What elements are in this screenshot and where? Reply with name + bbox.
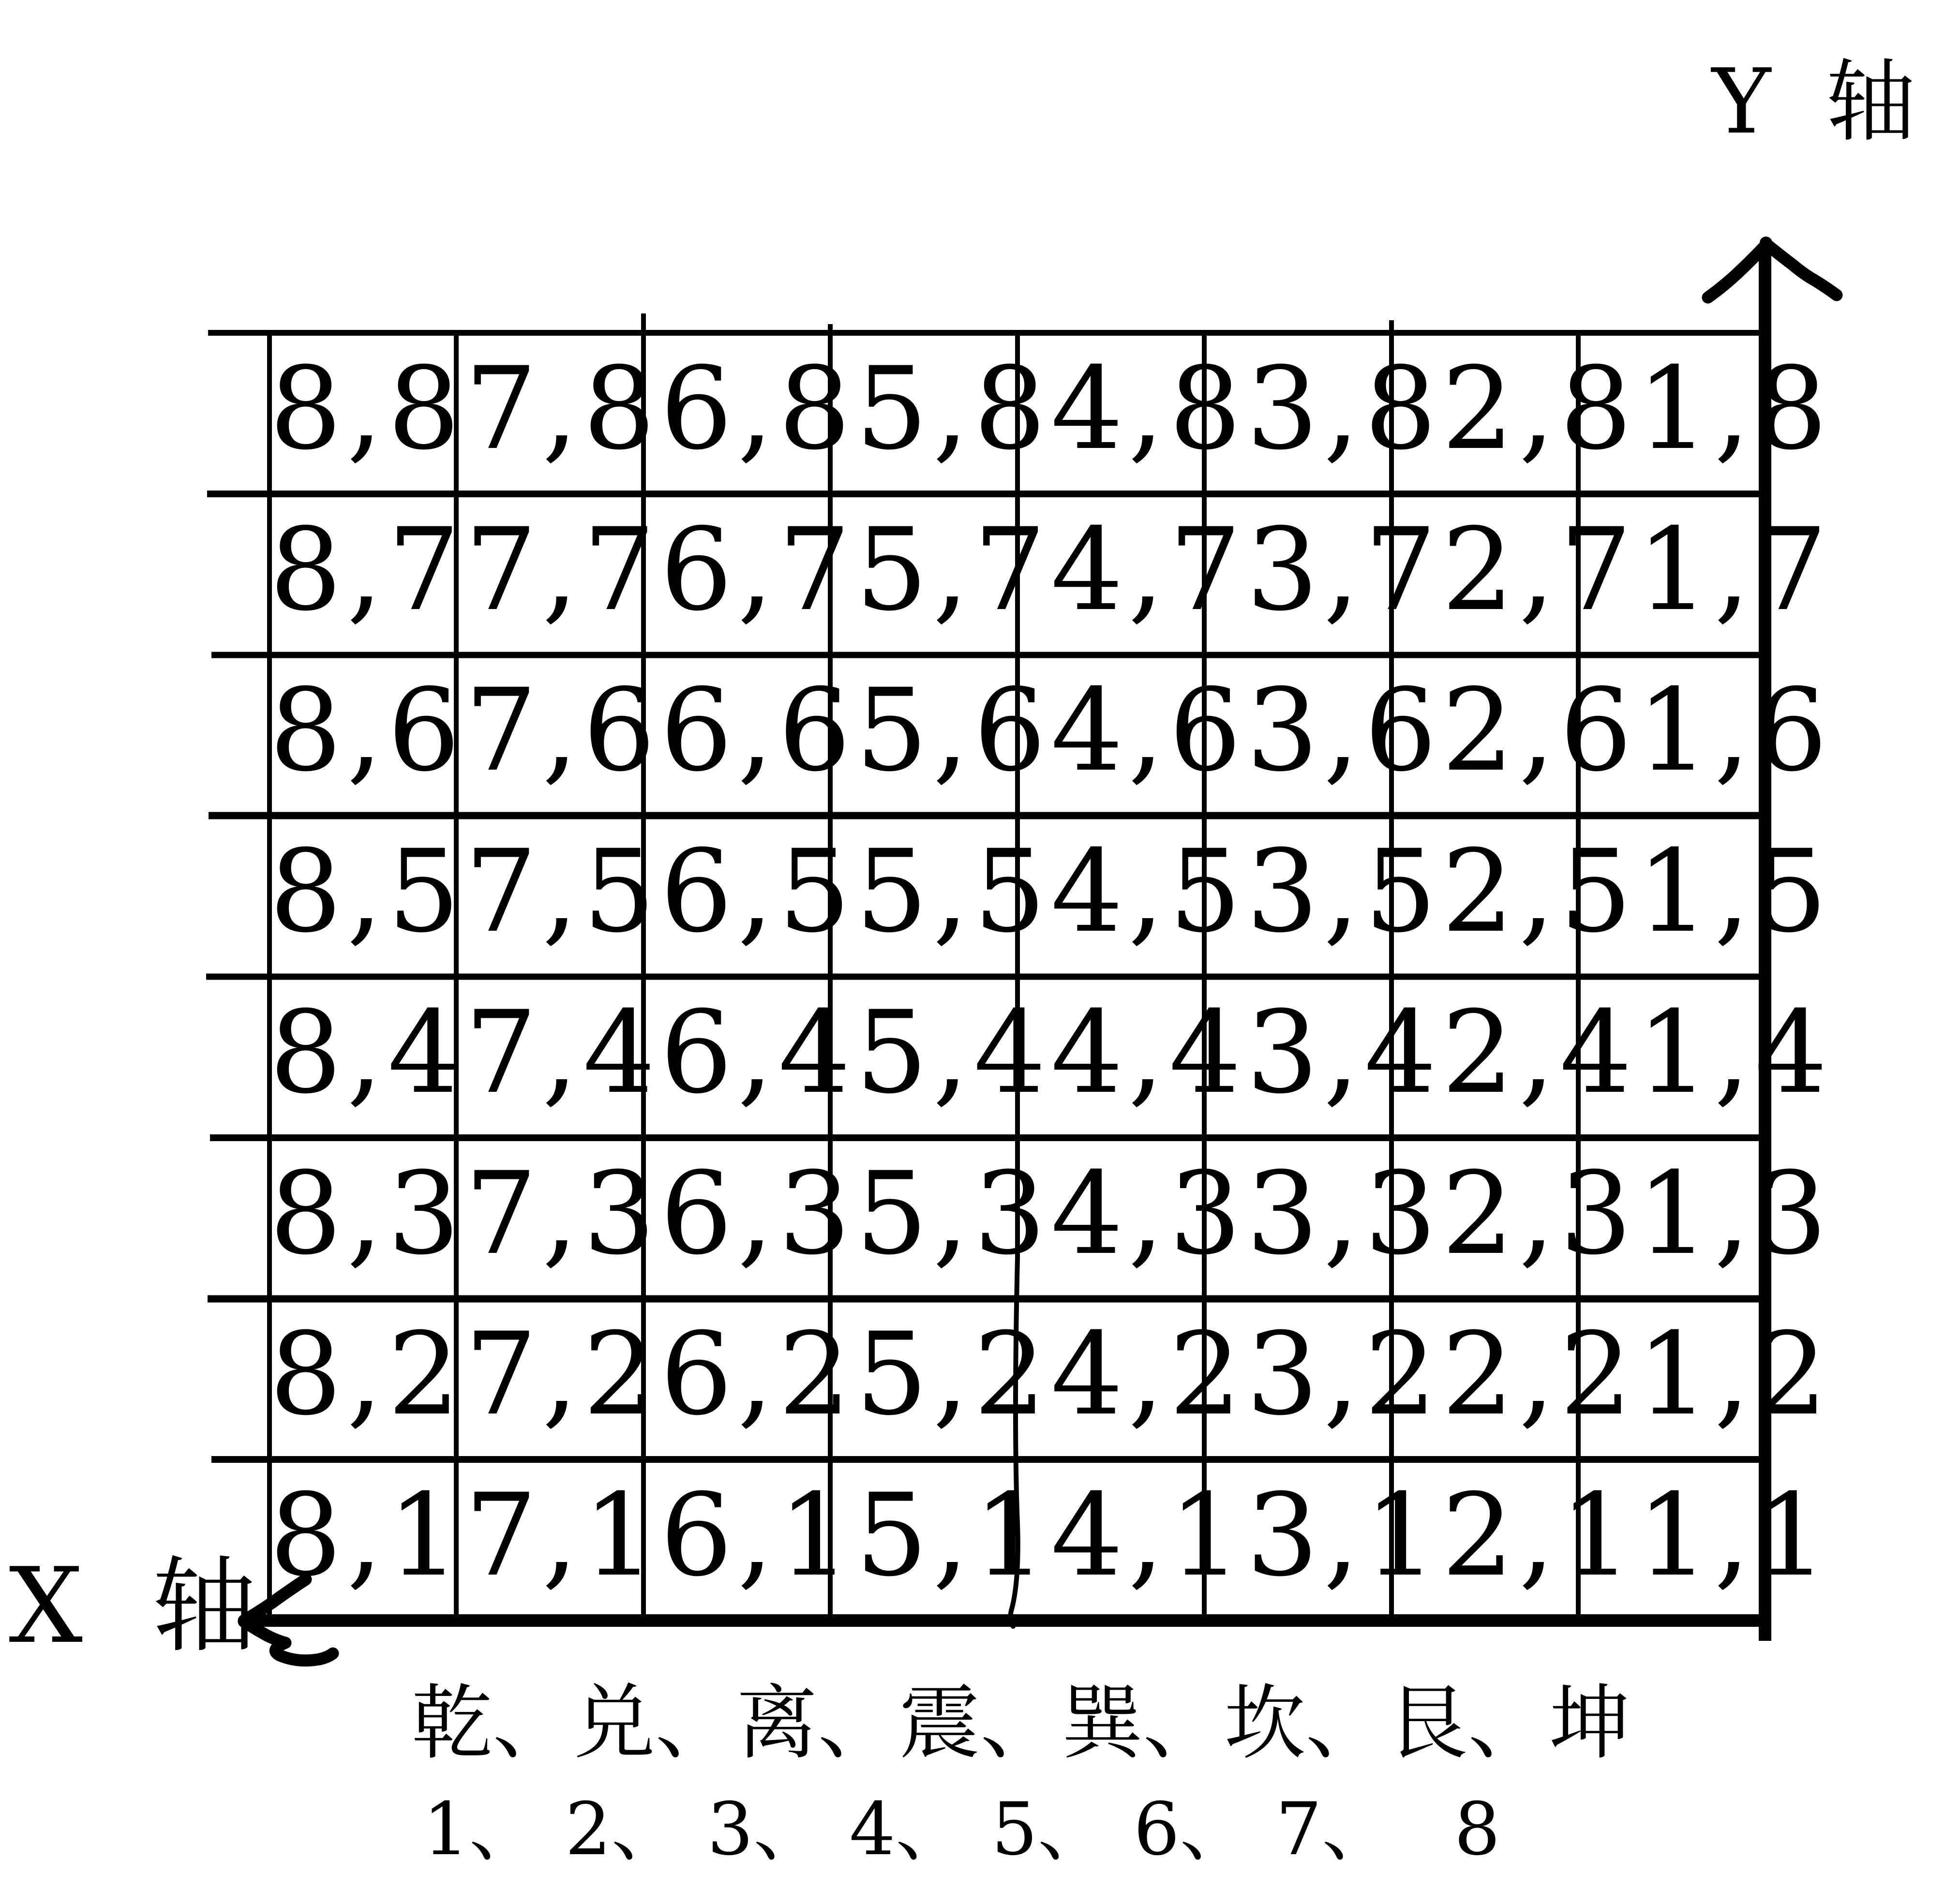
- trigram-item: 坎、: [1224, 1676, 1387, 1770]
- grid-cell: 7,4: [464, 986, 660, 1119]
- trigram-item: 兑、: [574, 1676, 736, 1770]
- x-axis-label: X 轴: [9, 1545, 256, 1666]
- grid-cell: 1,2: [1637, 1309, 1832, 1441]
- grid-cell: 7,2: [464, 1309, 660, 1441]
- grid-cell: 5,6: [855, 665, 1051, 797]
- grid-cell: 3,7: [1246, 504, 1442, 636]
- grid-cell: 3,2: [1246, 1309, 1442, 1441]
- y-axis-arrowhead-icon: [1708, 237, 1837, 298]
- grid-cell: 2,7: [1441, 504, 1637, 636]
- grid-cell: 5,5: [855, 826, 1051, 958]
- grid-cell: 4,2: [1050, 1309, 1246, 1441]
- grid-cell: 7,8: [464, 342, 660, 475]
- grid-cell: 8,5: [269, 826, 465, 958]
- grid-cell: 5,1: [855, 1470, 1051, 1602]
- trigram-item: 震、: [899, 1676, 1062, 1770]
- grid-cell: 7,5: [464, 826, 660, 958]
- number-item: 6、: [1133, 1787, 1253, 1872]
- grid-cell: 2,8: [1441, 342, 1637, 475]
- grid-cell: 6,2: [660, 1309, 856, 1441]
- grid-cell: 3,6: [1246, 665, 1442, 797]
- grid-cell: 4,5: [1050, 826, 1246, 958]
- grid-cell: 2,2: [1441, 1309, 1637, 1441]
- grid-cell: 7,6: [464, 665, 660, 797]
- number-sequence-row: [411, 1786, 1548, 1873]
- grid-cell: 4,1: [1050, 1470, 1246, 1602]
- number-item: 3、: [707, 1787, 826, 1872]
- grid-cell: 5,7: [855, 504, 1051, 636]
- grid-cell: 3,5: [1246, 826, 1442, 958]
- grid-cell: 4,7: [1050, 504, 1246, 636]
- grid-cell: 1,5: [1637, 826, 1832, 958]
- y-axis-label: Y 轴: [1712, 49, 1915, 154]
- trigram-item: 乾、: [411, 1676, 574, 1770]
- grid-cell: 6,7: [660, 504, 856, 636]
- number-item: 4、: [849, 1787, 968, 1872]
- grid-cell: 3,4: [1246, 986, 1442, 1119]
- number-item: 7、: [1275, 1787, 1395, 1872]
- grid-cell: 2,4: [1441, 986, 1637, 1119]
- grid-cell: 5,4: [855, 986, 1051, 1119]
- number-item: 1、: [423, 1787, 542, 1872]
- grid-cell: 1,7: [1637, 504, 1832, 636]
- grid-cell: 3,8: [1246, 342, 1442, 475]
- grid-cell: 4,6: [1050, 665, 1246, 797]
- grid-cell: 8,2: [269, 1309, 465, 1441]
- grid-cell: 5,8: [855, 342, 1051, 475]
- grid-cell: 4,4: [1050, 986, 1246, 1119]
- grid-cell: 2,1: [1441, 1470, 1637, 1602]
- grid-cell: 2,5: [1441, 826, 1637, 958]
- grid-cell: 1,3: [1637, 1147, 1832, 1280]
- number-item: 5、: [991, 1787, 1110, 1872]
- number-item: 2、: [565, 1787, 684, 1872]
- grid-cell: 1,8: [1637, 342, 1832, 475]
- trigram-item: 巽、: [1062, 1676, 1224, 1770]
- grid-cell: 6,4: [660, 986, 856, 1119]
- grid-cell: 8,8: [269, 342, 465, 475]
- grid-cell: 8,6: [269, 665, 465, 797]
- grid-cell: 6,5: [660, 826, 856, 958]
- grid-cell: 5,3: [855, 1147, 1051, 1280]
- grid-cell: 8,7: [269, 504, 465, 636]
- grid-cell: 1,1: [1637, 1470, 1832, 1602]
- grid-cell: 3,1: [1246, 1470, 1442, 1602]
- grid-cell: 6,6: [660, 665, 856, 797]
- grid-cell: 4,3: [1050, 1147, 1246, 1280]
- trigram-item: 离、: [736, 1676, 899, 1770]
- grid-cell: 2,3: [1441, 1147, 1637, 1280]
- grid-cell: 8,1: [269, 1470, 465, 1602]
- trigram-sequence-row: [411, 1675, 1631, 1772]
- coordinate-grid: [269, 333, 1832, 1621]
- grid-cell: 3,3: [1246, 1147, 1442, 1280]
- trigram-item: 坤: [1549, 1676, 1631, 1770]
- grid-cell: 8,3: [269, 1147, 465, 1280]
- number-item: 8: [1454, 1787, 1500, 1872]
- grid-cell: 1,6: [1637, 665, 1832, 797]
- grid-cell: 8,4: [269, 986, 465, 1119]
- grid-cell: 6,8: [660, 342, 856, 475]
- grid-cell: 7,7: [464, 504, 660, 636]
- grid-cell: 5,2: [855, 1309, 1051, 1441]
- grid-cell: 6,3: [660, 1147, 856, 1280]
- grid-cell: 1,4: [1637, 986, 1832, 1119]
- trigram-item: 艮、: [1387, 1676, 1549, 1770]
- grid-cell: 4,8: [1050, 342, 1246, 475]
- grid-cell: 7,1: [464, 1470, 660, 1602]
- grid-cell: 2,6: [1441, 665, 1637, 797]
- grid-cell: 6,1: [660, 1470, 856, 1602]
- grid-cell: 7,3: [464, 1147, 660, 1280]
